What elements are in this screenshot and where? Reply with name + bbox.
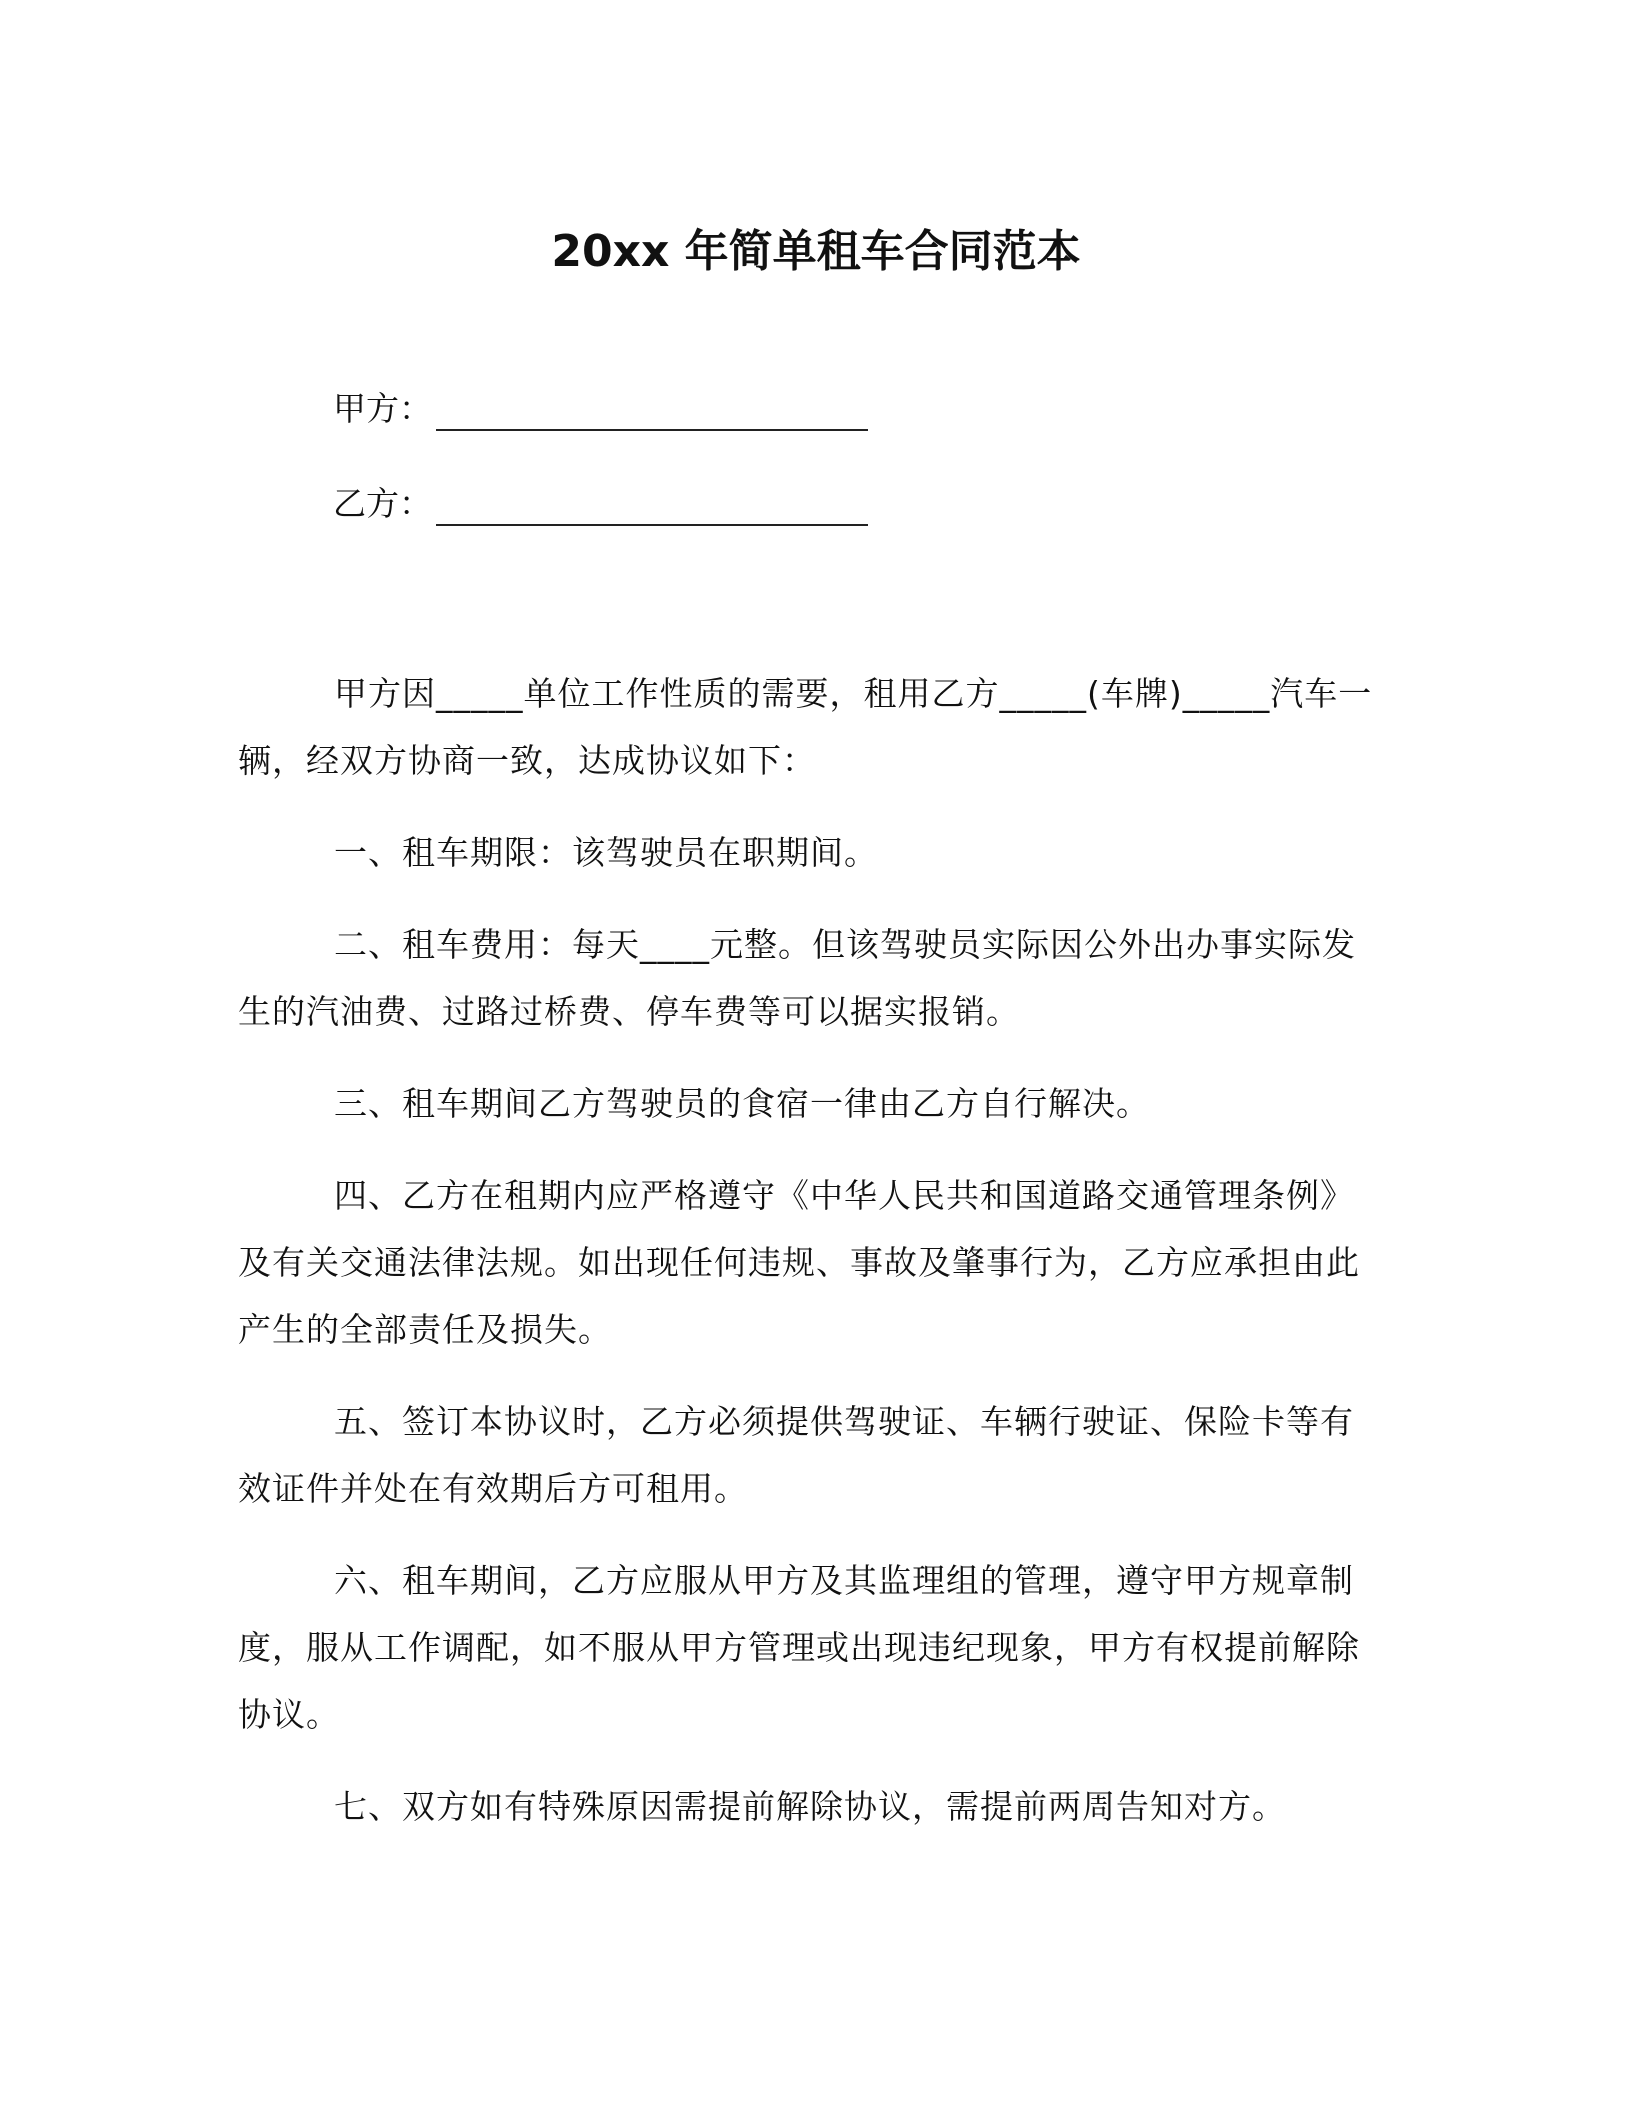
party-b-label: 乙方： xyxy=(333,484,432,523)
party-a-label: 甲方： xyxy=(333,389,432,428)
party-b-line xyxy=(333,482,868,526)
paragraph-clause-3: 三、租车期间乙方驾驶员的食宿一律由乙方自行解决。 xyxy=(334,1084,1150,1123)
party-a-blank xyxy=(436,399,868,431)
paragraph-clause-7: 七、双方如有特殊原因需提前解除协议，需提前两周告知对方。 xyxy=(334,1787,1286,1826)
contract-body xyxy=(238,660,1383,1865)
paragraph-clause-1: 一、租车期限：该驾驶员在职期间。 xyxy=(334,833,878,872)
paragraph-clause-2: 二、租车费用：每天____元整。但该驾驶员实际因公外出办事实际发生的汽油费、过路过桥费、停车费等可以据实报销。 xyxy=(238,925,1356,1031)
paragraph-clause-6: 六、租车期间，乙方应服从甲方及其监理组的管理，遵守甲方规章制度，服从工作调配，如不服从甲方管理或出现违纪现象，甲方有权提前解除协议。 xyxy=(238,1561,1360,1734)
party-a-line xyxy=(333,387,868,431)
paragraph-intro: 甲方因_____单位工作性质的需要，租用乙方_____(车牌)_____汽车一辆，经双方协商一致，达成协议如下： xyxy=(238,674,1373,780)
party-b-blank xyxy=(436,494,868,526)
paragraph-clause-4: 四、乙方在租期内应严格遵守《中华人民共和国道路交通管理条例》及有关交通法律法规。如出现任何违规、事故及肇事行为，乙方应承担由此产生的全部责任及损失。 xyxy=(238,1176,1360,1349)
paragraph-clause-5: 五、签订本协议时，乙方必须提供驾驶证、车辆行驶证、保险卡等有效证件并处在有效期后方可租用。 xyxy=(238,1402,1354,1508)
document-title: 20xx 年简单租车合同范本 xyxy=(551,226,1081,277)
